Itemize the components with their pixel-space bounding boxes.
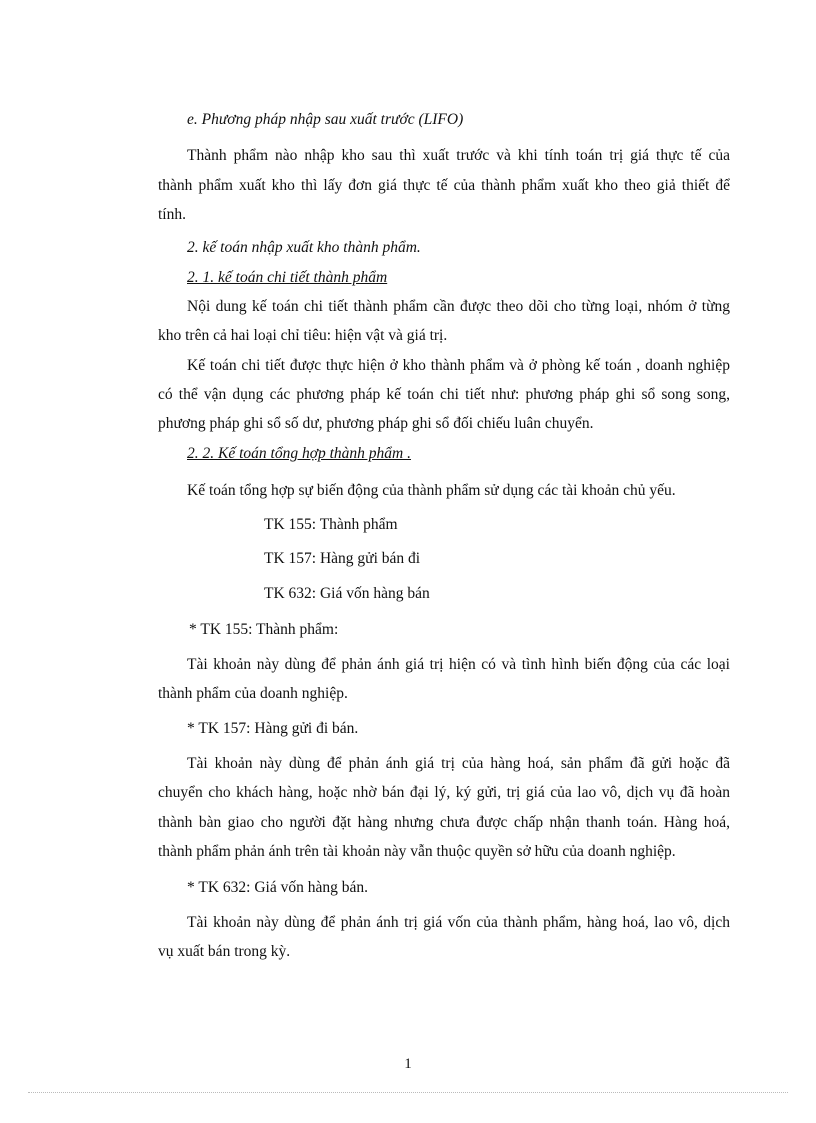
tk632-desc-line-2: vụ xuất bán trong kỳ. [158,943,291,960]
paragraph-2-1a-line-1: Nội dung kế toán chi tiết thành phẩm cần được theo dõi cho từng loại, nhóm ở từng [187,298,730,315]
tk155-title: * TK 155: Thành phẩm: [189,621,339,638]
paragraph-lifo-line-1: Thành phẩm nào nhập kho sau thì xuất trước và khi tính toán trị giá thực tế của [187,147,730,164]
heading-section-2-2: 2. 2. Kế toán tổng hợp thành phẩm . [187,445,411,462]
tk632-desc-line-1: Tài khoản này dùng để phản ánh trị giá vốn của thành phẩm, hàng hoá, lao vô, dịch [187,914,730,931]
tk157-desc-line-1: Tài khoản này dùng để phản ánh giá trị của hàng hoá, sản phẩm đã gửi hoặc đã [187,755,730,772]
heading-section-2: 2. kế toán nhập xuất kho thành phẩm. [187,239,421,256]
paragraph-2-1a-line-2: kho trên cả hai loại chỉ tiêu: hiện vật và giá trị. [158,327,448,344]
paragraph-2-2: Kế toán tổng hợp sự biến động của thành phẩm sử dụng các tài khoản chủ yếu. [187,482,676,499]
account-item: TK 632: Giá vốn hàng bán [264,585,430,602]
paragraph-lifo-line-3: tính. [158,206,186,223]
tk157-desc-line-4: thành phẩm phản ánh trên tài khoản này vẫn thuộc quyền sở hữu của doanh nghiệp. [158,843,676,860]
account-item: TK 157: Hàng gửi bán đi [264,550,421,567]
tk632-title: * TK 632: Giá vốn hàng bán. [187,879,368,896]
paragraph-2-1b-line-3: phương pháp ghi sổ số dư, phương pháp ghi sổ đối chiếu luân chuyển. [158,415,594,432]
paragraph-2-1b-line-1: Kế toán chi tiết được thực hiện ở kho thành phẩm và ở phòng kế toán , doanh nghiệp [187,357,730,374]
account-item: TK 155: Thành phẩm [264,516,398,533]
tk157-desc-line-3: thành bàn giao cho người đặt hàng nhưng chưa được chấp nhận thanh toán. Hàng hoá, [158,814,730,831]
tk157-title: * TK 157: Hàng gửi đi bán. [187,720,359,737]
heading-lifo: e. Phương pháp nhập sau xuất trước (LIFO) [187,111,464,128]
paragraph-2-1b-line-2: có thể vận dụng các phương pháp kế toán chi tiết như: phương pháp ghi sổ song song, [158,386,730,403]
page-number: 1 [404,1056,412,1072]
paragraph-lifo-line-2: thành phẩm xuất kho thì lấy đơn giá thực tế của thành phẩm xuất kho theo giả thiết để [158,177,730,194]
heading-section-2-1: 2. 1. kế toán chi tiết thành phẩm [187,269,388,286]
tk155-desc-line-2: thành phẩm của doanh nghiệp. [158,685,348,702]
page-footer-divider [28,1092,788,1093]
tk157-desc-line-2: chuyển cho khách hàng, hoặc nhờ bán đại lý, ký gửi, trị giá của lao vô, dịch vụ đã hoàn [158,784,730,801]
tk155-desc-line-1: Tài khoản này dùng để phản ánh giá trị hiện có và tình hình biến động của các loại [187,656,730,673]
